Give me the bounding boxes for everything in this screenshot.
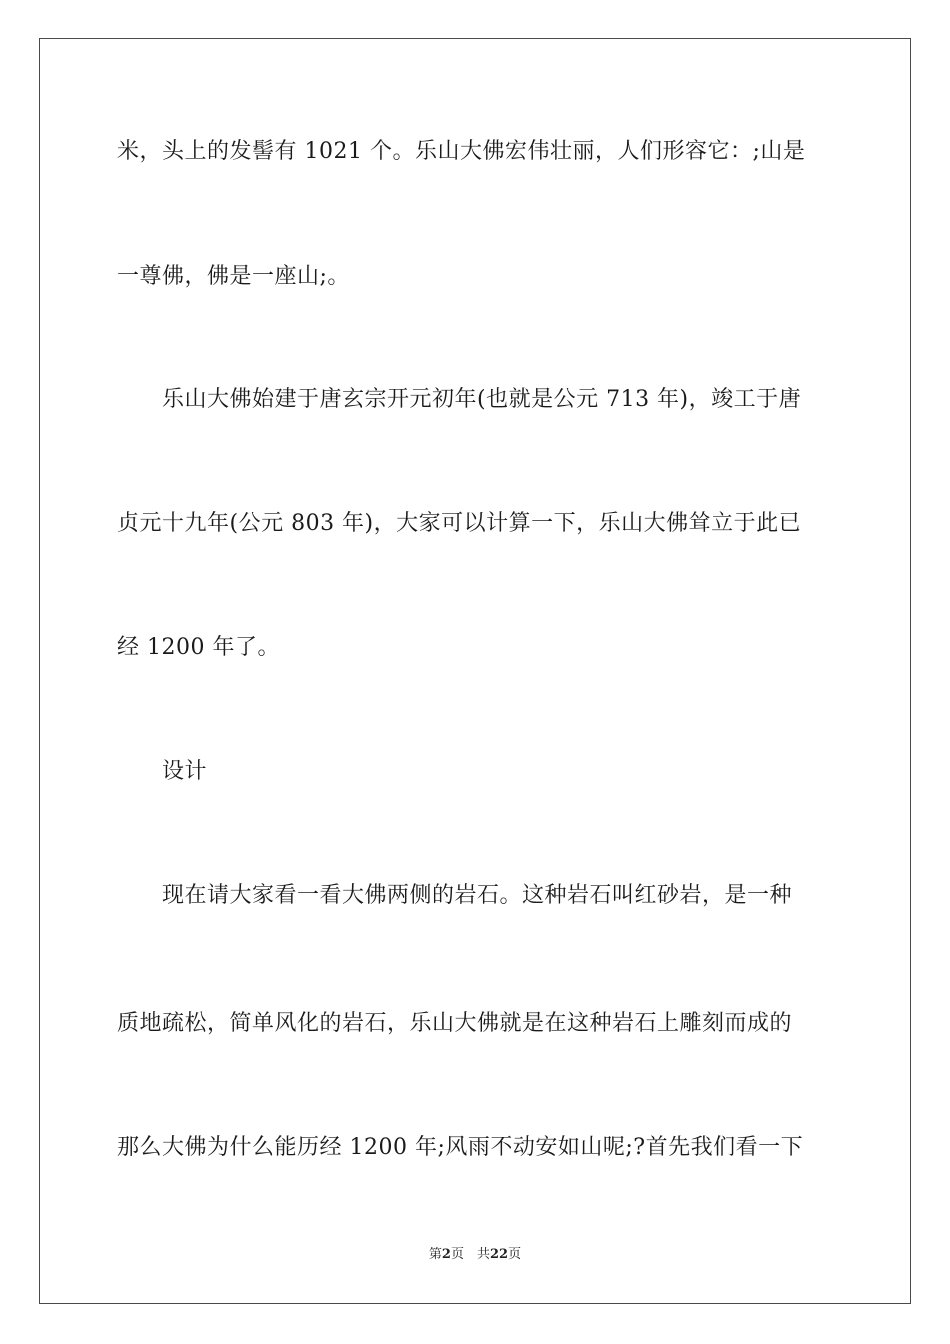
text-line-4: 贞元十九年(公元 803 年)，大家可以计算一下，乐山大佛耸立于此已 xyxy=(117,511,802,536)
footer-prefix: 第 xyxy=(428,1247,442,1262)
footer-total-suffix: 页 xyxy=(508,1247,522,1262)
text-line-5: 经 1200 年了。 xyxy=(117,635,280,660)
section-heading: 设计 xyxy=(117,759,208,784)
text-line-8: 质地疏松，简单风化的岩石，乐山大佛就是在这种岩石上雕刻而成的 xyxy=(117,1011,793,1036)
page-border xyxy=(39,38,911,1304)
page-footer xyxy=(0,1246,950,1264)
text-line-1: 米，头上的发髻有 1021 个。乐山大佛宏伟壮丽，人们形容它：;山是 xyxy=(117,139,806,164)
text-line-3: 乐山大佛始建于唐玄宗开元初年(也就是公元 713 年)，竣工于唐 xyxy=(117,387,802,412)
text-line-2: 一尊佛，佛是一座山;。 xyxy=(117,264,350,289)
total-pages: 22 xyxy=(489,1247,509,1262)
footer-page-suffix: 页 共 xyxy=(450,1247,490,1262)
text-line-9: 那么大佛为什么能历经 1200 年;风雨不动安如山呢;?首先我们看一下 xyxy=(117,1135,804,1160)
page-number: 2 xyxy=(441,1247,451,1262)
text-line-7: 现在请大家看一看大佛两侧的岩石。这种岩石叫红砂岩，是一种 xyxy=(117,883,793,908)
